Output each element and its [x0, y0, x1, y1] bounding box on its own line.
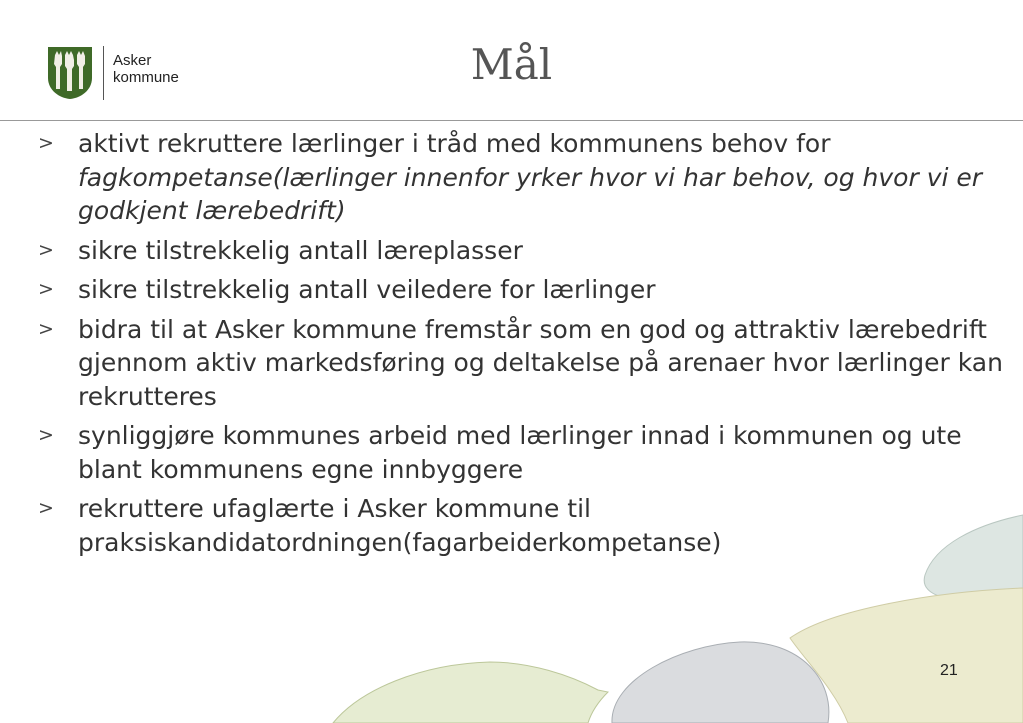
bullet-marker: >: [38, 497, 54, 519]
bullet-marker: >: [38, 317, 54, 340]
bullet-item: [38, 313, 1013, 414]
bullet-item: [38, 273, 1013, 307]
bullet-text: rekruttere ufaglærte i Asker kommune til praksiskandidatordningen(fagarbeiderkompetanse): [78, 494, 722, 557]
title-divider: [0, 120, 1023, 121]
bullet-text: aktivt rekruttere lærlinger i tråd med kommunens behov for: [78, 129, 831, 158]
bullet-item: [38, 419, 1013, 486]
bullet-marker: >: [38, 424, 54, 446]
logo-line-2: kommune: [113, 69, 179, 86]
bullet-marker: >: [38, 132, 54, 154]
bullet-text-italic: fagkompetanse(lærlinger innenfor yrker hvor vi har behov, og hvor vi er godkjent lærebedrift): [78, 162, 983, 225]
bullet-item: [38, 127, 1013, 228]
green-leaf-shape: [333, 662, 608, 723]
bullet-text: bidra til at Asker kommune fremstår som en god og attraktiv lærebedrift gjennom aktiv markedsføring og deltakelse på arenaer hvor lærlinger kan rekrutteres: [78, 314, 1003, 411]
bullet-text: sikre tilstrekkelig antall veiledere for lærlinger: [78, 275, 656, 304]
bullet-item: [38, 492, 1013, 559]
bullet-item: [38, 234, 1013, 268]
bullet-text: synliggjøre kommunes arbeid med lærlinger innad i kommunen og ute blant kommunens egne innbyggere: [78, 421, 962, 484]
bullet-text: sikre tilstrekkelig antall læreplasser: [78, 235, 523, 265]
slide-title: Mål: [470, 40, 553, 89]
bullet-marker: >: [38, 278, 54, 300]
logo-line-1: Asker: [113, 52, 152, 69]
goals-bullet-list: [38, 127, 1013, 565]
page-number: 21: [940, 662, 958, 679]
grey-oval-shape: [612, 642, 829, 723]
bullet-marker: >: [38, 238, 54, 261]
